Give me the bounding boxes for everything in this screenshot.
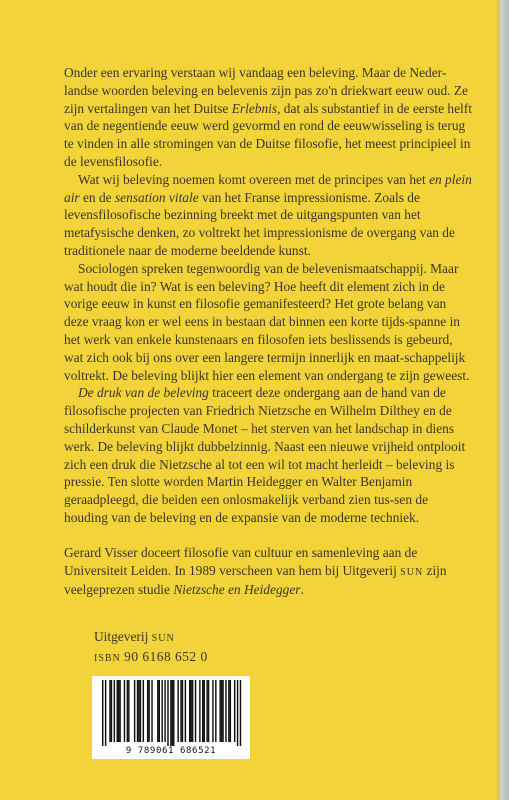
barcode-bars bbox=[92, 676, 250, 748]
barcode-bar bbox=[192, 680, 193, 742]
barcode-bar bbox=[170, 680, 171, 746]
barcode-bar bbox=[221, 680, 222, 742]
barcode-bar bbox=[118, 680, 119, 742]
barcode-bar bbox=[143, 680, 144, 742]
barcode-bar bbox=[137, 680, 138, 742]
paragraph-3: Sociologen spreken tegenwoordig van de belevenismaatschappij. Maar wat houdt die in? Wat is een beleving? Hoe heeft dit element zich in de vorige eeuw in kunst en filosofie gemanifesteerd? Het grote belang van deze vraag kon er wel eens in bestaan dat binnen een korte tijds-spanne in het werk van enkele kunstenaars en filosofen iets beslissends is gebeurd, wat zich ook bij ons over een langere termijn innerlijk en maat-schappelijk voltrekt. De beleving blijkt hier een element van ondergang te zijn geweest. bbox=[64, 260, 470, 383]
barcode bbox=[92, 676, 250, 759]
barcode-bar bbox=[117, 680, 118, 742]
barcode-bar bbox=[180, 680, 181, 742]
barcode-bar bbox=[228, 680, 229, 742]
barcode-bar bbox=[159, 680, 160, 742]
barcode-bar bbox=[237, 680, 238, 746]
barcode-bar bbox=[202, 680, 203, 742]
barcode-bar bbox=[167, 680, 168, 746]
barcode-bar bbox=[190, 680, 191, 742]
barcode-bar bbox=[128, 680, 129, 742]
barcode-bar bbox=[225, 680, 226, 742]
barcode-bar bbox=[151, 680, 152, 742]
publisher-name: Uitgeverij SUN bbox=[94, 629, 175, 644]
paragraph-2: Wat wij beleving noemen komt overeen met de principes van het en plein air en de sensation vitale van het Franse impressionisme. Zoals de levensfilosofische bezinning breekt met de uitgangspunten van het metafysische denken, zo voltrekt het impressionisme de overgang van de traditionele naar de moderne beeldende kunst. bbox=[64, 171, 472, 258]
publisher-block bbox=[94, 628, 208, 668]
barcode-bar bbox=[140, 680, 141, 742]
barcode-bar bbox=[164, 680, 165, 742]
barcode-bar bbox=[127, 680, 128, 742]
paragraph-1: Onder een ervaring verstaan wij vandaag een beleving. Maar de Neder-landse woorden beleving en belevenis zijn pas zo'n driekwart eeuw oud. Ze zijn vertalingen van het Duitse Erlebnis, dat als substantief in de eerste helft van de negentiende eeuw werd gevormd en rond de eeuwwisseling is terug te vinden in alle stromingen van de Duitse filosofie, het meest principieel in de levensfilosofie. bbox=[64, 65, 472, 169]
barcode-bar bbox=[102, 680, 103, 746]
barcode-bar bbox=[208, 680, 209, 742]
barcode-bar bbox=[219, 680, 220, 742]
barcode-bar bbox=[204, 680, 205, 742]
barcode-bar bbox=[124, 680, 125, 742]
barcode-bar bbox=[157, 680, 158, 742]
barcode-bar bbox=[114, 680, 115, 742]
barcode-bar bbox=[119, 680, 120, 742]
barcode-bar bbox=[234, 680, 235, 742]
barcode-bar bbox=[199, 680, 200, 742]
blurb-text bbox=[64, 64, 474, 599]
barcode-bar bbox=[105, 680, 106, 746]
barcode-bar bbox=[148, 680, 149, 742]
barcode-bar bbox=[240, 680, 241, 746]
barcode-bar bbox=[195, 680, 196, 742]
barcode-bar bbox=[189, 680, 190, 742]
barcode-bar bbox=[138, 680, 139, 742]
barcode-digits: 9 789061 686521 bbox=[125, 746, 217, 756]
barcode-bar bbox=[215, 680, 216, 742]
barcode-bar bbox=[161, 680, 162, 742]
barcode-bar bbox=[111, 680, 112, 742]
paragraph-4: De druk van de beleving traceert deze ondergang aan de hand van de filosofische projecten van Friedrich Nietzsche en Wilhelm Dilthey en de schilderkunst van Claude Monet – het sterven van het landschap in diens werk. De beleving blijkt dubbelzinnig. Naast een nieuwe vrijheid ontplooit zich een druk die Nietzsche al tot een wil tot macht herleidt – beleving is pressie. Ten slotte worden Martin Heidegger en Walter Benjamin geraadpleegd, die beiden een onlosmakelijk verband zien tus-sen de houding van de beleving en de expansie van de moderne techniek. bbox=[64, 385, 466, 525]
isbn-line: ISBN 90 6168 652 0 bbox=[94, 649, 208, 664]
barcode-bar bbox=[182, 680, 183, 742]
barcode-bar bbox=[147, 680, 148, 742]
barcode-bar bbox=[222, 680, 223, 742]
barcode-bar bbox=[109, 680, 110, 742]
barcode-bar bbox=[185, 680, 186, 742]
page-edge bbox=[497, 0, 509, 800]
barcode-bar bbox=[177, 680, 178, 742]
author-bio: Gerard Visser doceert filosofie van cultuur en samenleving aan de Universiteit Leiden. In 1989 verscheen van hem bij Uitgeverij SUN zijn veelgeprezen studie Nietzsche en Heidegger. bbox=[64, 544, 447, 598]
barcode-bar bbox=[134, 680, 135, 742]
barcode-bar bbox=[212, 680, 213, 742]
barcode-bar bbox=[173, 680, 174, 746]
barcode-bar bbox=[230, 680, 231, 742]
barcode-bar bbox=[172, 680, 173, 746]
barcode-bar bbox=[206, 680, 207, 742]
